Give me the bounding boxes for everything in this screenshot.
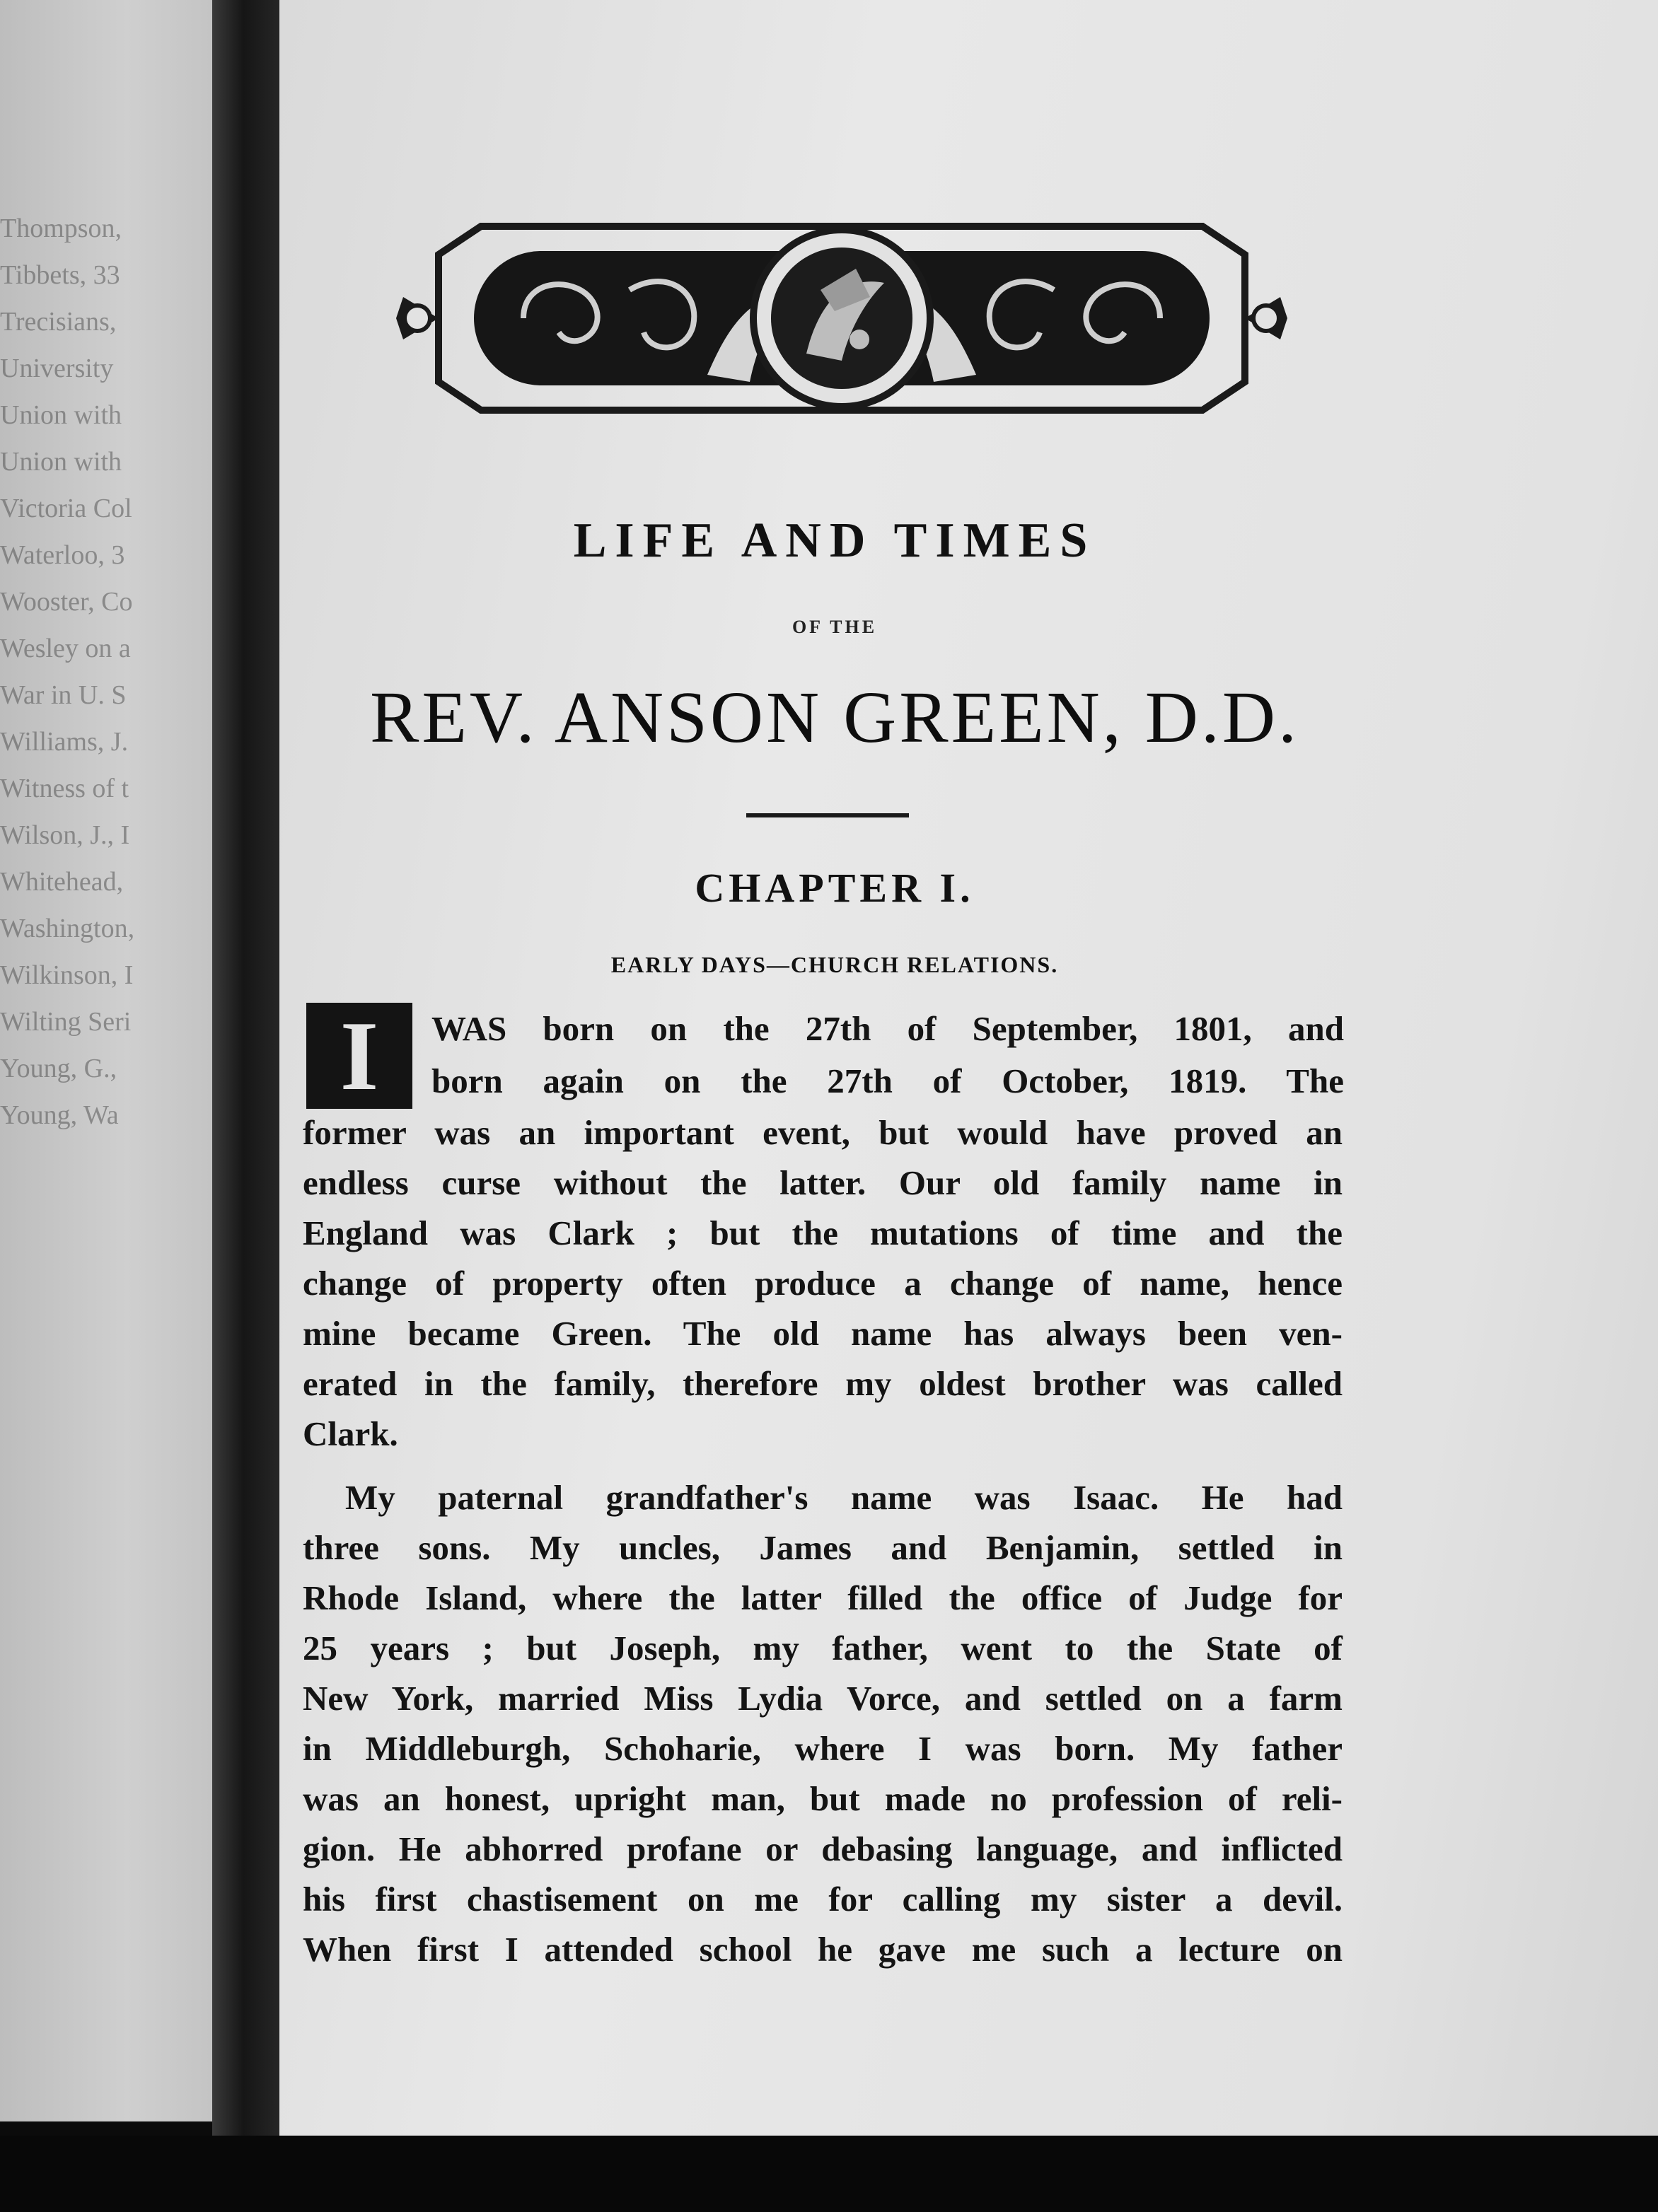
- text-line: three sons. My uncles, James and Benjamin, settled in: [303, 1528, 1343, 1567]
- chapter-heading: CHAPTER I.: [695, 865, 975, 911]
- text-line: erated in the family, therefore my oldest brother was called: [303, 1364, 1343, 1403]
- text-line: in Middleburgh, Schoharie, where I was born. My father: [303, 1729, 1343, 1768]
- text-line: WAS born on the 27th of September, 1801, and: [431, 1009, 1344, 1048]
- title-rule: [746, 813, 909, 817]
- text-line: 25 years ; but Joseph, my father, went to the State of: [303, 1629, 1343, 1667]
- text-line: mine became Green. The old name has always been ven-: [303, 1314, 1343, 1353]
- scan-bottom-edge: [0, 2136, 1658, 2212]
- title-line-2: OF THE: [792, 617, 878, 637]
- title-main: REV. ANSON GREEN, D.D.: [370, 677, 1299, 758]
- book-gutter: [212, 0, 290, 2212]
- text-line: When first I attended school he gave me such a lecture on: [303, 1930, 1343, 1969]
- paragraph-2: [303, 1472, 1343, 1974]
- text-line: New York, married Miss Lydia Vorce, and settled on a farm: [303, 1679, 1343, 1718]
- text-line: born again on the 27th of October, 1819. The: [431, 1061, 1344, 1100]
- text-line: gion. He abhorred profane or debasing language, and inflicted: [303, 1829, 1343, 1868]
- title-line-1: LIFE AND TIMES: [573, 513, 1096, 568]
- text-line: endless curse without the latter. Our old family name in: [303, 1163, 1343, 1202]
- headpiece-ornament: [396, 212, 1287, 424]
- paragraph-1: [303, 1107, 1343, 1459]
- text-line: former was an important event, but would have proved an: [303, 1113, 1343, 1152]
- facing-page: [0, 0, 212, 2121]
- text-line: change of property often produce a change of name, hence: [303, 1264, 1343, 1303]
- text-line: Clark.: [303, 1414, 398, 1453]
- text-line: England was Clark ; but the mutations of time and the: [303, 1213, 1343, 1252]
- chapter-subtitle: EARLY DAYS—CHURCH RELATIONS.: [610, 952, 1059, 977]
- text-line: Rhode Island, where the latter filled the office of Judge for: [303, 1578, 1343, 1617]
- facing-page-index-text: Thompson, Tibbets, 33 Trecisians, University Union with Union with Victoria Col Waterloo, 3 Wooster, Co Wesley on a War in U. S Williams, J. Witness of t Wilson, J., I Whitehead, Washington, Wilkinson, I Wilting Seri Young, G., Young, Wa: [0, 214, 135, 1130]
- drop-cap-lines: [431, 1003, 1344, 1107]
- text-line: his first chastisement on me for calling my sister a devil.: [303, 1880, 1343, 1919]
- drop-cap: I: [306, 1003, 412, 1109]
- text-line: was an honest, upright man, but made no profession of reli-: [303, 1779, 1343, 1818]
- text-line: My paternal grandfather's name was Isaac. He had: [345, 1478, 1343, 1517]
